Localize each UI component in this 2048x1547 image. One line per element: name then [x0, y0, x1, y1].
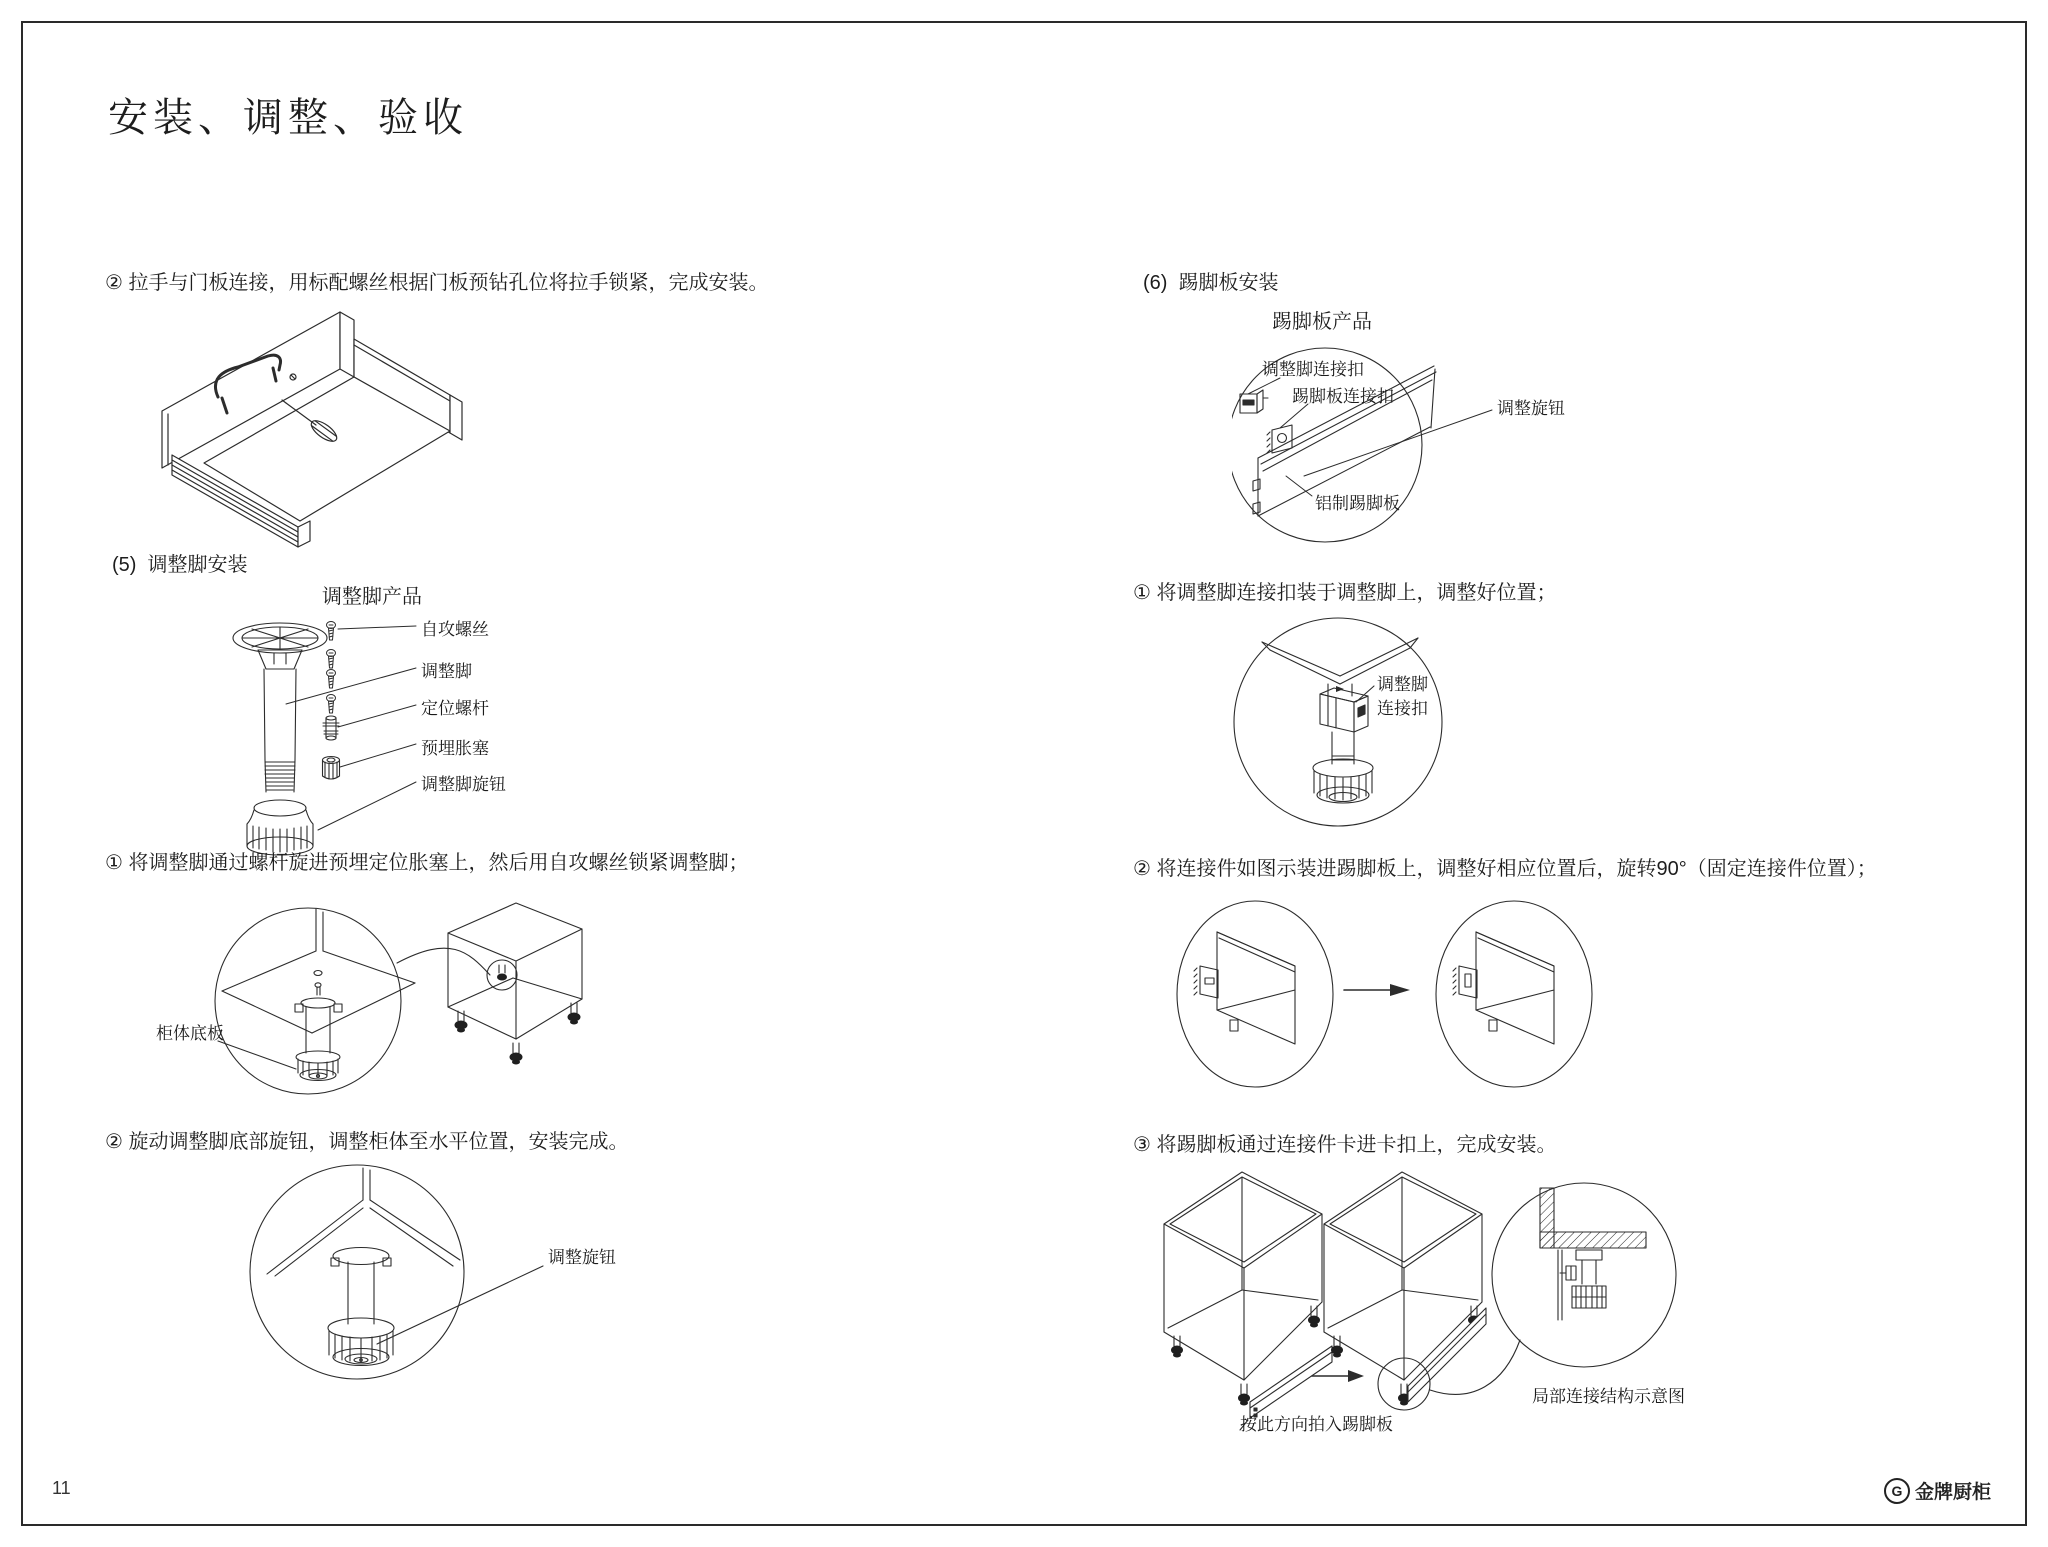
skirting-before — [1194, 932, 1295, 1044]
label-skirting-clip: 踢脚板连接扣 — [1292, 387, 1394, 406]
rotate-arrow — [1344, 984, 1410, 996]
label-positioning-bolt: 定位螺杆 — [421, 699, 489, 718]
step-skirting-1: ① 将调整脚连接扣装于调整脚上，调整好位置； — [1133, 582, 1557, 604]
label-cabinet-bottom-panel: 柜体底板 — [156, 1024, 224, 1043]
label-foot-clip-line1: 调整脚 — [1377, 675, 1428, 694]
foot-flange — [233, 623, 327, 669]
skirting-clip-part — [1267, 425, 1292, 453]
foot-column — [264, 669, 296, 792]
label-aluminum-skirting: 铝制踢脚板 — [1315, 494, 1400, 513]
leader-lines — [286, 626, 416, 830]
connector-rotate-diagram — [1172, 890, 1732, 1105]
section6-heading: (6) 踢脚板安装 — [1143, 272, 1279, 294]
step-skirting-2: ② 将连接件如图示装进踢脚板上，调整好相应位置后，旋转90°（固定连接件位置）； — [1133, 858, 1877, 880]
detail-circle — [1234, 618, 1442, 826]
brand-name: 金牌厨柜 — [1915, 1482, 1992, 1503]
leader-adjust-knob — [377, 1266, 543, 1344]
base-cabinet — [448, 903, 582, 1065]
label-push-direction: 按此方向拍入踢脚板 — [1240, 1415, 1393, 1434]
positioning-bolt — [323, 716, 339, 740]
skirting-product-diagram — [1232, 338, 1702, 556]
knob-adjust-diagram — [245, 1158, 685, 1450]
brand-logo-icon: G — [1884, 1478, 1910, 1504]
label-self-tapping-screw: 自攻螺丝 — [421, 620, 489, 639]
foot-assembly — [295, 971, 342, 1081]
foot-assembly — [328, 1248, 394, 1366]
foot-lower — [1313, 732, 1373, 803]
foot-clip-diagram — [1232, 606, 1652, 851]
skirting-caption: 踢脚板产品 — [1272, 311, 1372, 333]
foot-connector-clip — [1320, 686, 1368, 732]
label-foot-clip: 调整脚连接扣 — [1262, 360, 1364, 379]
label-local-structure: 局部连接结构示意图 — [1532, 1387, 1685, 1406]
local-structure-detail — [1492, 1183, 1676, 1367]
label-expansion-plug: 预埋胀塞 — [421, 739, 489, 758]
drawer-handle-diagram — [110, 305, 530, 550]
detail-circle — [250, 1165, 464, 1379]
label-foot-clip-line2: 连接扣 — [1377, 699, 1428, 718]
expansion-plug — [323, 757, 340, 780]
page-number: 11 — [52, 1478, 71, 1498]
install-arrow — [1312, 1370, 1364, 1382]
page-title: 安装、调整、验收 — [108, 96, 468, 140]
step-foot-install-1: ① 将调整脚通过螺杆旋进预埋定位胀塞上，然后用自攻螺丝锁紧调整脚； — [105, 852, 749, 874]
skirting-panel-attached — [1408, 1308, 1486, 1402]
skirting-after — [1453, 932, 1554, 1044]
step-foot-install-2: ② 旋动调整脚底部旋钮，调整柜体至水平位置，安装完成。 — [105, 1131, 629, 1153]
section5-heading: (5) 调整脚安装 — [112, 554, 248, 576]
label-foot-knob: 调整脚旋钮 — [421, 775, 506, 794]
step-skirting-3: ③ 将踢脚板通过连接件卡进卡扣上，完成安装。 — [1133, 1134, 1557, 1156]
adjustable-foot-caption: 调整脚产品 — [322, 586, 422, 608]
zoom-connector-line — [397, 948, 490, 975]
self-tapping-screws — [327, 622, 336, 714]
foot-clip-part — [1240, 390, 1268, 413]
step-handle-install: ② 拉手与门板连接，用标配螺丝根据门板预钻孔位将拉手锁紧，完成安装。 — [105, 272, 769, 294]
label-adjustable-foot: 调整脚 — [421, 662, 472, 681]
cabinet-after — [1324, 1172, 1482, 1406]
label-adjust-knob: 调整旋钮 — [548, 1248, 616, 1267]
detail-circle — [1492, 1183, 1676, 1367]
skirting-final-diagram — [1152, 1162, 1882, 1457]
brand-logo — [1884, 1477, 1991, 1504]
adjustable-foot-exploded-diagram — [228, 612, 668, 862]
foot-install-diagram — [150, 893, 590, 1128]
label-adjust-knob: 调整旋钮 — [1497, 399, 1565, 418]
leader-cabinet-bottom — [218, 1041, 296, 1069]
